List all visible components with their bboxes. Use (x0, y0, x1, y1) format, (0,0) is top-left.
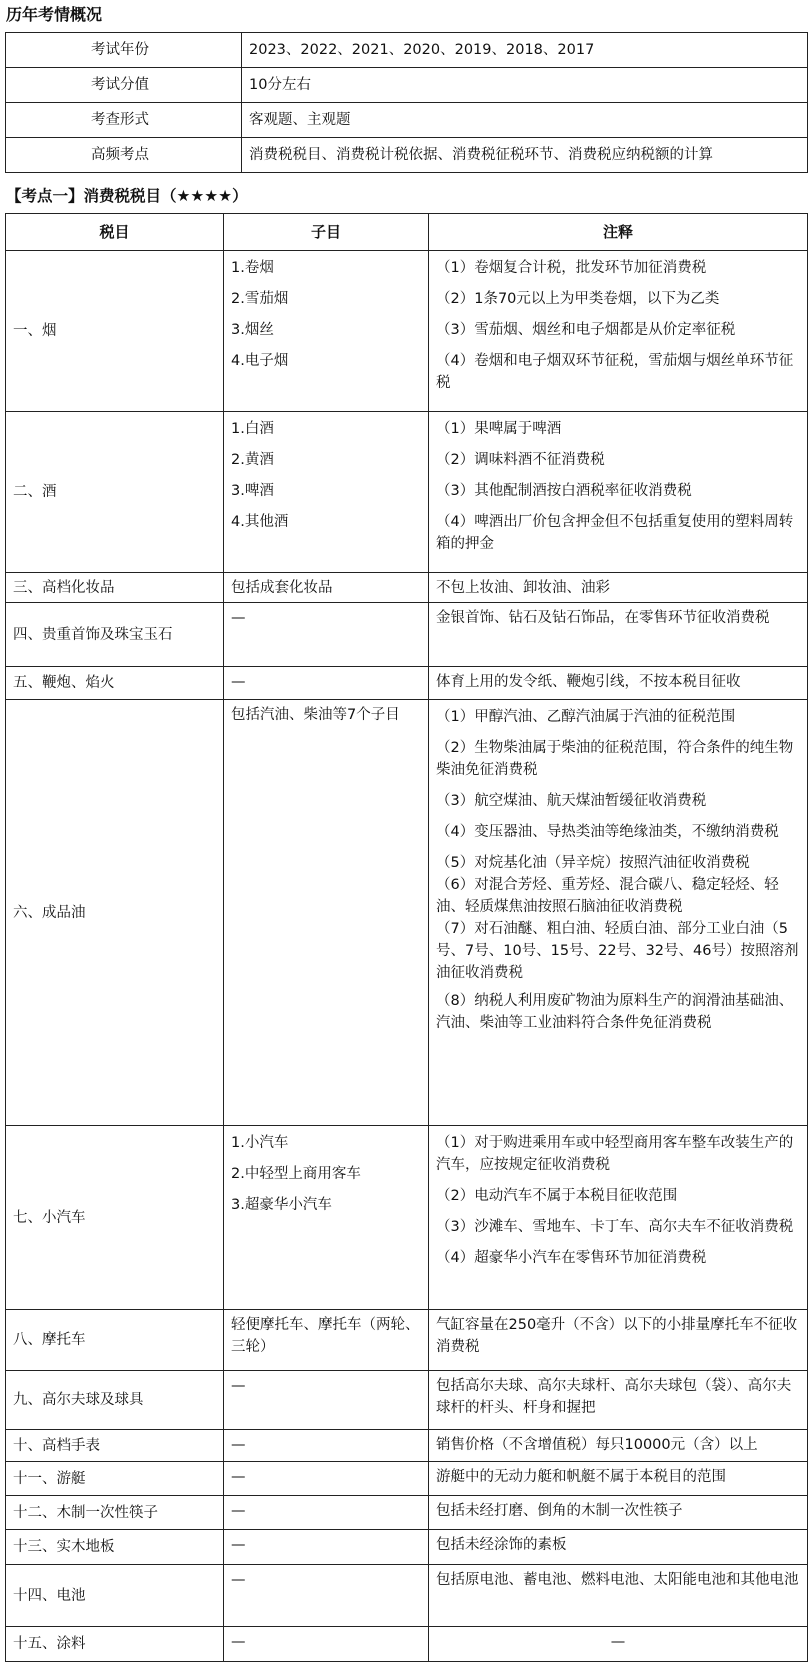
note-item: 金银首饰、钻石及钻石饰品，在零售环节征收消费税 (436, 610, 770, 626)
overview-label: 高频考点 (6, 138, 242, 173)
table-row (6, 1496, 808, 1530)
table-row (6, 1430, 808, 1462)
subitem: — (231, 1537, 246, 1553)
subitem: — (231, 674, 246, 690)
subitem: 包括成套化妆品 (231, 580, 333, 596)
category-cell: 十、高档手表 (6, 1430, 224, 1462)
note-item: （8）纳税人利用废矿物油为原料生产的润滑油基础油、汽油、柴油等工业油料符合条件免征消费税 (436, 993, 794, 1031)
subitem-cell (224, 1565, 429, 1627)
note-item: （3）其他配制酒按白酒税率征收消费税 (436, 483, 692, 499)
overview-label: 考查形式 (6, 103, 242, 138)
table-row (6, 1310, 808, 1371)
note-item: （2）1条70元以上为甲类卷烟，以下为乙类 (436, 291, 720, 307)
category-cell: 八、摩托车 (6, 1310, 224, 1371)
note-item: （1）对于购进乘用车或中轻型商用客车整车改装生产的汽车，应按规定征收消费税 (436, 1135, 794, 1173)
table-header-row (6, 214, 808, 251)
note-item: （6）对混合芳烃、重芳烃、混合碳八、稳定轻烃、轻油、轻质煤焦油按照石脑油征收消费税 (436, 877, 779, 915)
category-cell: 一、烟 (6, 251, 224, 412)
notes-cell (429, 603, 808, 667)
note-item: 体育上用的发令纸、鞭炮引线，不按本税目征收 (436, 674, 741, 690)
subitem: — (231, 610, 246, 626)
subitem: — (231, 1503, 246, 1519)
subitem-cell (224, 1496, 429, 1530)
overview-value: 客观题、主观题 (242, 103, 808, 138)
note-item: 包括未经涂饰的素板 (436, 1537, 567, 1553)
notes-cell (429, 1371, 808, 1430)
notes-cell (429, 1310, 808, 1371)
note-item: （5）对烷基化油（异辛烷）按照汽油征收消费税 (436, 855, 750, 871)
subitem: 1.小汽车 (231, 1135, 289, 1151)
note-item: 包括高尔夫球、高尔夫球杆、高尔夫球包（袋）、高尔夫球杆的杆头、杆身和握把 (436, 1378, 792, 1416)
subitem: — (231, 1572, 246, 1588)
subitem-cell (224, 1126, 429, 1310)
subitem: 2.雪茄烟 (231, 291, 289, 307)
category-cell: 六、成品油 (6, 700, 224, 1126)
note-item: （3）航空煤油、航天煤油暂缓征收消费税 (436, 793, 707, 809)
overview-row (6, 103, 808, 138)
overview-label: 考试年份 (6, 33, 242, 68)
note-item: （1）卷烟复合计税，批发环节加征消费税 (436, 260, 707, 276)
subitem-cell (224, 1430, 429, 1462)
notes-cell (429, 1430, 808, 1462)
category-cell: 十五、涂料 (6, 1627, 224, 1662)
overview-value: 2023、2022、2021、2020、2019、2018、2017 (242, 33, 808, 68)
overview-row (6, 33, 808, 68)
category-cell: 五、鞭炮、焰火 (6, 667, 224, 700)
category-cell: 九、高尔夫球及球具 (6, 1371, 224, 1430)
note-item: 包括原电池、蓄电池、燃料电池、太阳能电池和其他电池 (436, 1572, 799, 1588)
overview-label: 考试分值 (6, 68, 242, 103)
consumption-tax-items-table (5, 213, 808, 1662)
table-row (6, 1530, 808, 1565)
category-cell: 十一、游艇 (6, 1462, 224, 1496)
note-item: （3）雪茄烟、烟丝和电子烟都是从价定率征税 (436, 322, 736, 338)
notes-cell (429, 1530, 808, 1565)
note-item: （2）电动汽车不属于本税目征收范围 (436, 1188, 678, 1204)
subitem: 3.烟丝 (231, 322, 274, 338)
note-item: — (610, 1634, 626, 1650)
subitem-cell (224, 573, 429, 603)
notes-cell (429, 667, 808, 700)
table-row (6, 1126, 808, 1310)
notes-cell (429, 1126, 808, 1310)
category-cell: 七、小汽车 (6, 1126, 224, 1310)
category-cell: 十四、电池 (6, 1565, 224, 1627)
header-subitem: 子目 (224, 214, 429, 251)
notes-cell (429, 412, 808, 573)
note-item: （2）调味料酒不征消费税 (436, 452, 605, 468)
note-item: 包括未经打磨、倒角的木制一次性筷子 (436, 1503, 683, 1519)
subitem: 4.其他酒 (231, 514, 289, 530)
subitem-cell (224, 603, 429, 667)
subitem: 2.中轻型上商用客车 (231, 1166, 361, 1182)
category-cell: 四、贵重首饰及珠宝玉石 (6, 603, 224, 667)
note-item: （1）甲醇汽油、乙醇汽油属于汽油的征税范围 (436, 709, 736, 725)
subitem: — (231, 1437, 246, 1453)
notes-cell (429, 1627, 808, 1662)
page-title: 历年考情概况 (6, 5, 103, 24)
table-row (6, 1462, 808, 1496)
note-item: 游艇中的无动力艇和帆艇不属于本税目的范围 (436, 1469, 726, 1485)
subitem: 轻便摩托车、摩托车（两轮、三轮） (231, 1317, 420, 1355)
note-item: （2）生物柴油属于柴油的征税范围，符合条件的纯生物柴油免征消费税 (436, 740, 794, 778)
subitem-cell (224, 251, 429, 412)
overview-value: 消费税税目、消费税计税依据、消费税征税环节、消费税应纳税额的计算 (242, 138, 808, 173)
notes-cell (429, 573, 808, 603)
notes-cell (429, 700, 808, 1126)
subitem: 4.电子烟 (231, 353, 289, 369)
subitem-cell (224, 700, 429, 1126)
table-row (6, 573, 808, 603)
table-row (6, 251, 808, 412)
header-category: 税目 (6, 214, 224, 251)
subitem-cell (224, 1462, 429, 1496)
table-row (6, 700, 808, 1126)
overview-row (6, 138, 808, 173)
exam-overview-table (5, 32, 808, 173)
note-item: 不包上妆油、卸妆油、油彩 (436, 580, 610, 596)
header-notes: 注释 (429, 214, 808, 251)
note-item: （4）超豪华小汽车在零售环节加征消费税 (436, 1250, 707, 1266)
subitem-cell (224, 667, 429, 700)
subitem: 1.卷烟 (231, 260, 274, 276)
subitem-cell (224, 1371, 429, 1430)
subitem: — (231, 1378, 246, 1394)
category-cell: 二、酒 (6, 412, 224, 573)
table-row (6, 412, 808, 573)
notes-cell (429, 251, 808, 412)
note-item: （4）变压器油、导热类油等绝缘油类，不缴纳消费税 (436, 824, 779, 840)
notes-cell (429, 1496, 808, 1530)
subitem: 包括汽油、柴油等7个子目 (231, 707, 400, 723)
note-item: （3）沙滩车、雪地车、卡丁车、高尔夫车不征收消费税 (436, 1219, 794, 1235)
note-item: （1）果啤属于啤酒 (436, 421, 562, 437)
category-cell: 十三、实木地板 (6, 1530, 224, 1565)
subitem-cell (224, 1530, 429, 1565)
overview-value: 10分左右 (242, 68, 808, 103)
subitem: — (231, 1634, 246, 1650)
subitem: 3.超豪华小汽车 (231, 1197, 332, 1213)
section-title: 【考点一】消费税税目（★★★★） (6, 187, 248, 205)
subitem-cell (224, 412, 429, 573)
note-item: （7）对石油醚、粗白油、轻质白油、部分工业白油（5号、7号、10号、15号、22号、32号、46号）按照溶剂油征收消费税 (436, 921, 799, 981)
notes-cell (429, 1565, 808, 1627)
table-row (6, 603, 808, 667)
notes-cell (429, 1462, 808, 1496)
table-row (6, 1565, 808, 1627)
subitem-cell (224, 1310, 429, 1371)
category-cell: 三、高档化妆品 (6, 573, 224, 603)
subitem: 2.黄酒 (231, 452, 274, 468)
table-row (6, 1371, 808, 1430)
subitem: 1.白酒 (231, 421, 274, 437)
overview-row (6, 68, 808, 103)
category-cell: 十二、木制一次性筷子 (6, 1496, 224, 1530)
note-item: 销售价格（不含增值税）每只10000元（含）以上 (436, 1437, 758, 1453)
note-item: （4）卷烟和电子烟双环节征税，雪茄烟与烟丝单环节征税 (436, 353, 794, 391)
table-row (6, 667, 808, 700)
note-item: （4）啤酒出厂价包含押金但不包括重复使用的塑料周转箱的押金 (436, 514, 794, 552)
subitem-cell (224, 1627, 429, 1662)
subitem: 3.啤酒 (231, 483, 274, 499)
note-item: 气缸容量在250毫升（不含）以下的小排量摩托车不征收消费税 (436, 1317, 798, 1355)
subitem: — (231, 1469, 246, 1485)
table-row (6, 1627, 808, 1662)
